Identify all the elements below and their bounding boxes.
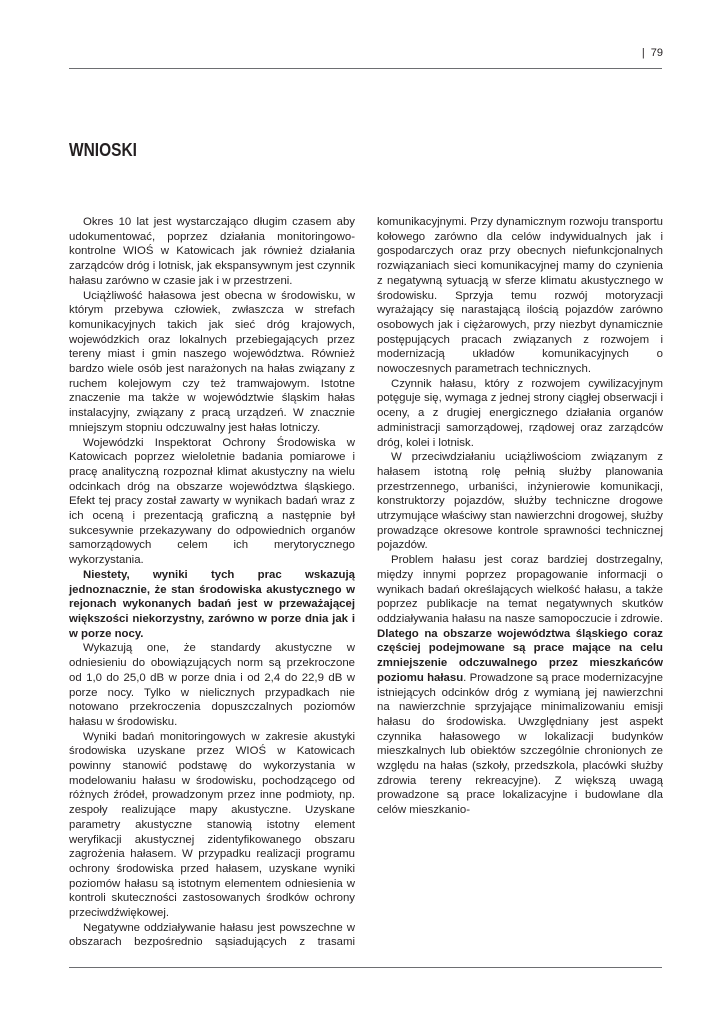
paragraph-text: W przeciwdziałaniu uciążliwościom związanym z hałasem istotną rolę pełnią służby planowania przestrzennego, urbaniści, inżynierowie komunikacji, konstruktorzy pojazdów, służby techniczne drogowe utrzymujące właściwy stan nawierzchni drogowej, służby prowadzące okresowe kontrole sprawności technicznej pojazdów. <box>377 451 663 552</box>
paragraph-bold <box>69 568 355 642</box>
header-rule <box>69 68 662 69</box>
paragraph-text: Wykazują one, że standardy akustyczne w odniesieniu do obowiązujących norm są przekroczone od 1,0 do 25,0 dB w porze dnia i od 2,4 do 22,9 dB w porze nocy. Tylko w nielicznych przypadkach nie notowano przekroczenia dopuszczalnych poziomów hałasu w środowisku. <box>69 642 355 728</box>
paragraph <box>69 215 355 289</box>
paragraph <box>377 377 663 451</box>
body-text-columns <box>69 215 663 960</box>
paragraph-text: Wojewódzki Inspektorat Ochrony Środowiska w Katowicach poprzez wieloletnie badania pomiarowe i pracę analityczną rozpoznał klimat akustyczny na wielu odcinkach dróg na obszarze województwa śląskiego. Efekt tej pracy został zawarty w wynikach badań wraz z ich oceną i prezentacją graficzną a następnie był sukcesywnie przekazywany do odpowiednich organów samorządowych celem ich merytorycznego wykorzystania. <box>69 436 355 567</box>
paragraph-tail-text: . Prowadzone są prace modernizacyjne istniejących odcinków dróg z wymianą jej nawierzchni na nawierzchnie sprzyjające minimalizowaniu emisji hałasu do środowiska. Uwzględniany jest aspekt czynnika hałasowego w lokalizacji budynków mieszkalnych lub obiektów szczególnie chronionych ze względu na hałas (szkoły, przedszkola, placówki służby zdrowia tereny rekreacyjne). Z większą uwagą prowadzone są prace lokalizacyjne i budowlane dla celów mieszkanio- <box>377 671 663 817</box>
footer-rule <box>69 967 662 968</box>
paragraph-text: Wyniki badań monitoringowych w zakresie akustyki środowiska uzyskane przez WIOŚ w Katowicach powinny stanowić podstawę do wykorzystania w modelowaniu hałasu w środowisku, pochodzącego od różnych źródeł, prowadzonym przez inne podmioty, np. zespoły realizujące mapy akustyczne. Uzyskane parametry akustyczne stanowią istotny element weryfikacji akustycznej zidentyfikowanego obszaru zagrożenia hałasem. W przypadku realizacji programu ochrony środowiska przed hałasem, uzyskane wyniki poziomów hałasu są istotnym elementem odniesienia w kontroli skuteczności zastosowanych środków ochrony przeciwdźwiękowej. <box>69 730 355 920</box>
page-number-separator: | <box>641 47 645 59</box>
paragraph-text: Okres 10 lat jest wystarczająco długim czasem aby udokumentować, poprzez działania monitoringowo-kontrolne WIOŚ w Katowicach jak również działania zarządców dróg i lotnisk, jak ekspansywnym jest czynnik hałasu zarówno w czasie jak i w przestrzeni. <box>69 216 355 287</box>
paragraph <box>69 730 355 921</box>
paragraph <box>69 436 355 568</box>
paragraph-text: Uciążliwość hałasowa jest obecna w środowisku, w którym przebywa człowiek, zwłaszcza w strefach komunikacyjnych takich jak sieć dróg krajowych, wojewódzkich oraz lokalnych przebiegających przez tereny miast i gmin naszego województwa. Również bardzo wiele osób jest narażonych na hałas związany z ruchem kolejowym czy też tramwajowym. Istotne znaczenie ma także w województwie śląskim hałas instalacyjny, związany z pracą urządzeń. W znacznie mniejszym stopniu odczuwalny jest hałas lotniczy. <box>69 289 355 434</box>
paragraph-mixed <box>377 553 663 818</box>
paragraph <box>69 641 355 729</box>
paragraph-bold-text: Dlatego na obszarze województwa śląskiego coraz częściej podejmowane są prace mające na celu zmniejszenie odczuwalnego przez mieszkańców poziomu hałasu <box>377 627 663 684</box>
paragraph <box>69 289 355 436</box>
page-number-value: 79 <box>650 47 663 59</box>
paragraph-text: Problem hałasu jest coraz bardziej dostrzegalny, między innymi poprzez propagowanie informacji o wynikach badań określających wielkość hałasu, a także poprzez publikacje na temat negatywnych skutków oddziaływania hałasu na nasze samopoczucie i zdrowie. <box>377 554 663 625</box>
paragraph-text: Czynnik hałasu, który z rozwojem cywilizacyjnym potęguje się, wymaga z jednej strony ciągłej obserwacji i oceny, a z drugiej energicznego działania organów administracji samorządowej, rządowej oraz zarządców dróg, kolei i lotnisk. <box>377 377 663 449</box>
section-heading: WNIOSKI <box>69 140 137 160</box>
paragraph <box>377 450 663 553</box>
paragraph-text: Negatywne oddziaływanie hałasu jest powszechne w obszarach bezpośrednio sąsiadujących z trasami komunikacyjnymi. Przy dynamicznym rozwoju transportu kołowego zarówno dla celów indywidualnych jak i gospodarczych oraz przy obecnych niefunkcjonalnych rozwiązaniach sieci komunikacyjnej mamy do czynienia z negatywną sytuacją w sferze klimatu akustycznego w środowisku. Sprzyja temu rozwój motoryzacji wyrażający się narastającą ilością pojazdów zarówno osobowych jak i ciężarowych, przy niezbyt dynamicznie postępujących pracach związanych z rozwojem i modernizacją układów komunikacyjnych o nowoczesnych parametrach technicznych. <box>69 216 663 949</box>
page-number <box>642 47 663 59</box>
paragraph-bold-text: Niestety, wyniki tych prac wskazują jednoznacznie, że stan środowiska akustycznego w rejonach wykonanych badań jest w przeważającej większości niekorzystny, zarówno w porze dnia jak i w porze nocy. <box>69 568 355 640</box>
